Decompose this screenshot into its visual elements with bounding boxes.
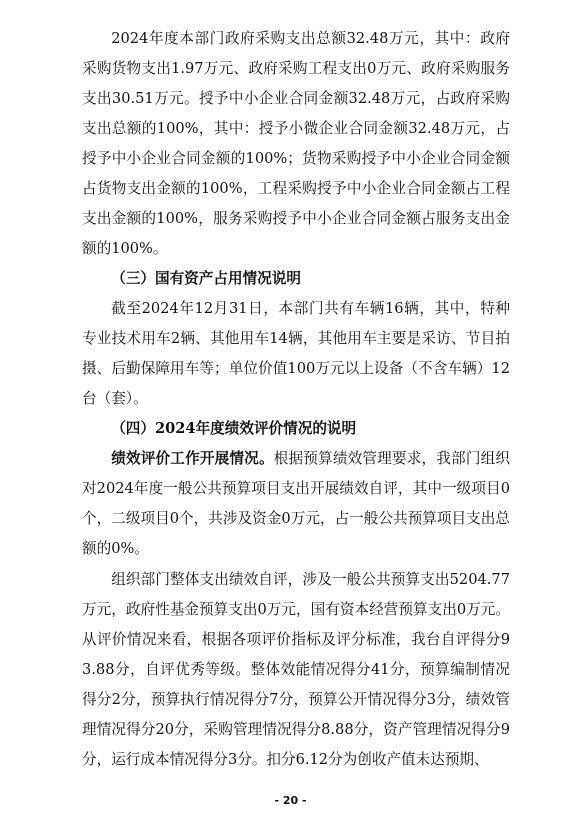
performance-evaluation-paragraph [82,444,510,564]
section-heading-performance: （四）2024年度绩效评价情况的说明 [111,420,357,437]
page-number: - 20 - [274,794,307,807]
state-assets-paragraph: 截至2024年12月31日，本部门共有车辆16辆，其中，特种专业技术用车2辆、其他用车14辆，其他用车主要是采访、节目拍摄、后勤保障用车等；单位价值100万元以上设备（不含车辆）12台（套）。 [82,300,510,407]
section-heading-state-assets: （三）国有资产占用情况说明 [111,270,301,287]
overall-evaluation-paragraph: 组织部门整体支出绩效自评，涉及一般公共预算支出5204.77万元，政府性基金预算支出0万元，国有资本经营预算支出0万元。从评价情况来看，根据各项评价指标及评分标准，我台自评得分93.88分，自评优秀等级。整体效能情况得分41分，预算编制情况得分2分，预算执行情况得分7分，预算公开情况得分3分，绩效管理情况得分20分，采购管理情况得分8.88分，资产管理情况得分9分，运行成本情况得分3分。扣分6.12分为创收产值未达预期、 [82,571,510,768]
performance-body-text: 根据预算绩效管理要求，我部门组织对2024年度一般公共预算项目支出开展绩效自评，其中一级项目0个，二级项目0个，共涉及资金0万元，占一般公共预算项目支出总额的0%。 [82,450,510,557]
procurement-paragraph: 2024年度本部门政府采购支出总额32.48万元，其中：政府采购货物支出1.97万元、政府采购工程支出0万元、政府采购服务支出30.51万元。授予中小企业合同金额32.48万元，占政府采购支出总额的100%，其中：授予小微企业合同金额32.48万元，占授予中小企业合同金额的100%；货物采购授予中小企业合同金额占货物支出金额的100%，工程采购授予中小企业合同金额占工程支出金额的100%，服务采购授予中小企业合同金额占服务支出金额的100%。 [82,30,510,257]
performance-lead-text: 绩效评价工作开展情况。 [111,450,274,467]
